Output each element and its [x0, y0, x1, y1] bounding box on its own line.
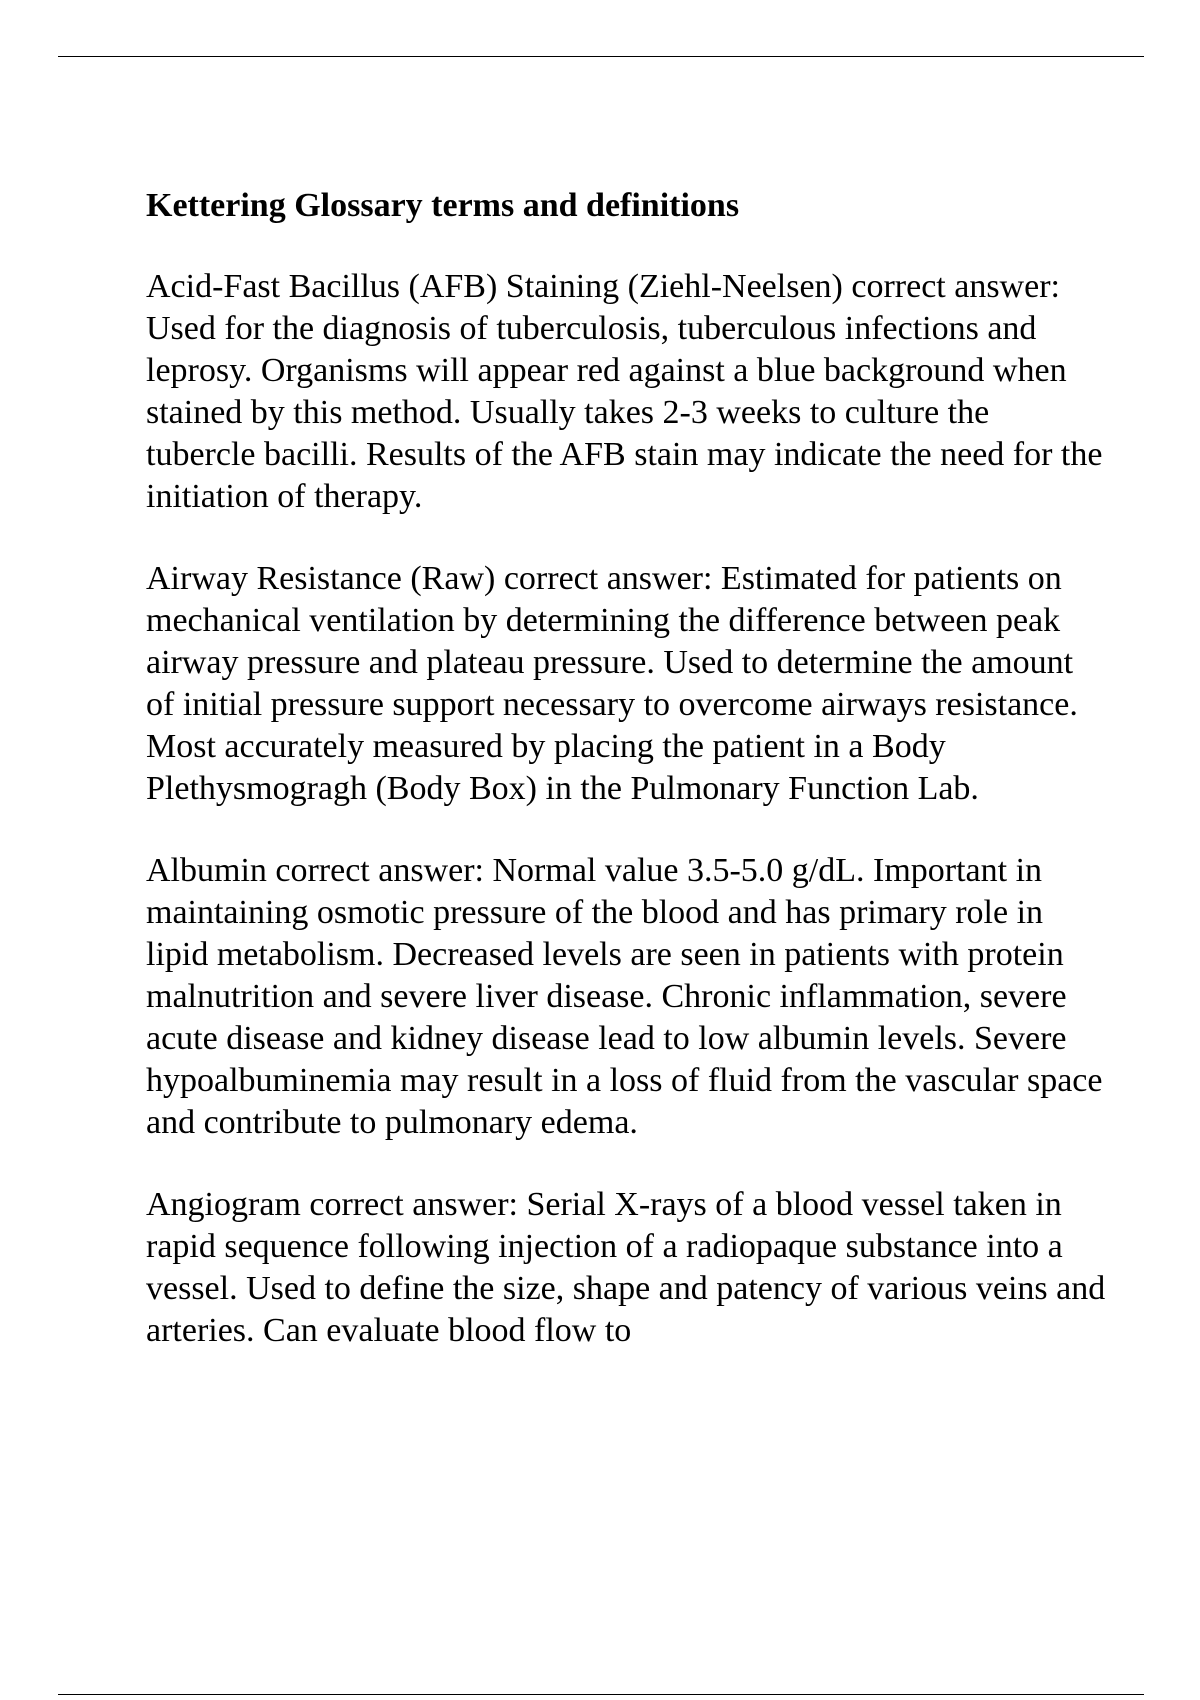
document-title: Kettering Glossary terms and definitions	[146, 187, 740, 224]
glossary-entry-angiogram: Angiogram correct answer: Serial X-rays of a blood vessel taken in rapid sequence following injection of a radiopaque substance into a vessel. Used to define the size, shape and patency of various veins and arteries. Can evaluate blood flow to	[146, 1186, 1106, 1349]
glossary-entry-albumin: Albumin correct answer: Normal value 3.5-5.0 g/dL. Important in maintaining osmotic pressure of the blood and has primary role in lipid metabolism. Decreased levels are seen in patients with protein malnutrition and severe liver disease. Chronic inflammation, severe acute disease and kidney disease lead to low albumin levels. Severe hypoalbuminemia may result in a loss of fluid from the vascular space and contribute to pulmonary edema.	[146, 852, 1103, 1141]
header-rule	[58, 56, 1144, 57]
glossary-entry-airway-resistance: Airway Resistance (Raw) correct answer: Estimated for patients on mechanical ventilation by determining the difference between peak airway pressure and plateau pressure. Used to determine the amount of initial pressure support necessary to overcome airways resistance. Most accurately measured by placing the patient in a Body Plethysmogragh (Body Box) in the Pulmonary Function Lab.	[146, 560, 1078, 807]
glossary-entry-afb-staining: Acid-Fast Bacillus (AFB) Staining (Ziehl-Neelsen) correct answer: Used for the diagnosis of tuberculosis, tuberculous infections and leprosy. Organisms will appear red against a blue background when stained by this method. Usually takes 2-3 weeks to culture the tubercle bacilli. Results of the AFB stain may indicate the need for the initiation of therapy.	[146, 268, 1103, 515]
footer-rule	[58, 1694, 1144, 1695]
document-body	[146, 186, 1106, 1352]
